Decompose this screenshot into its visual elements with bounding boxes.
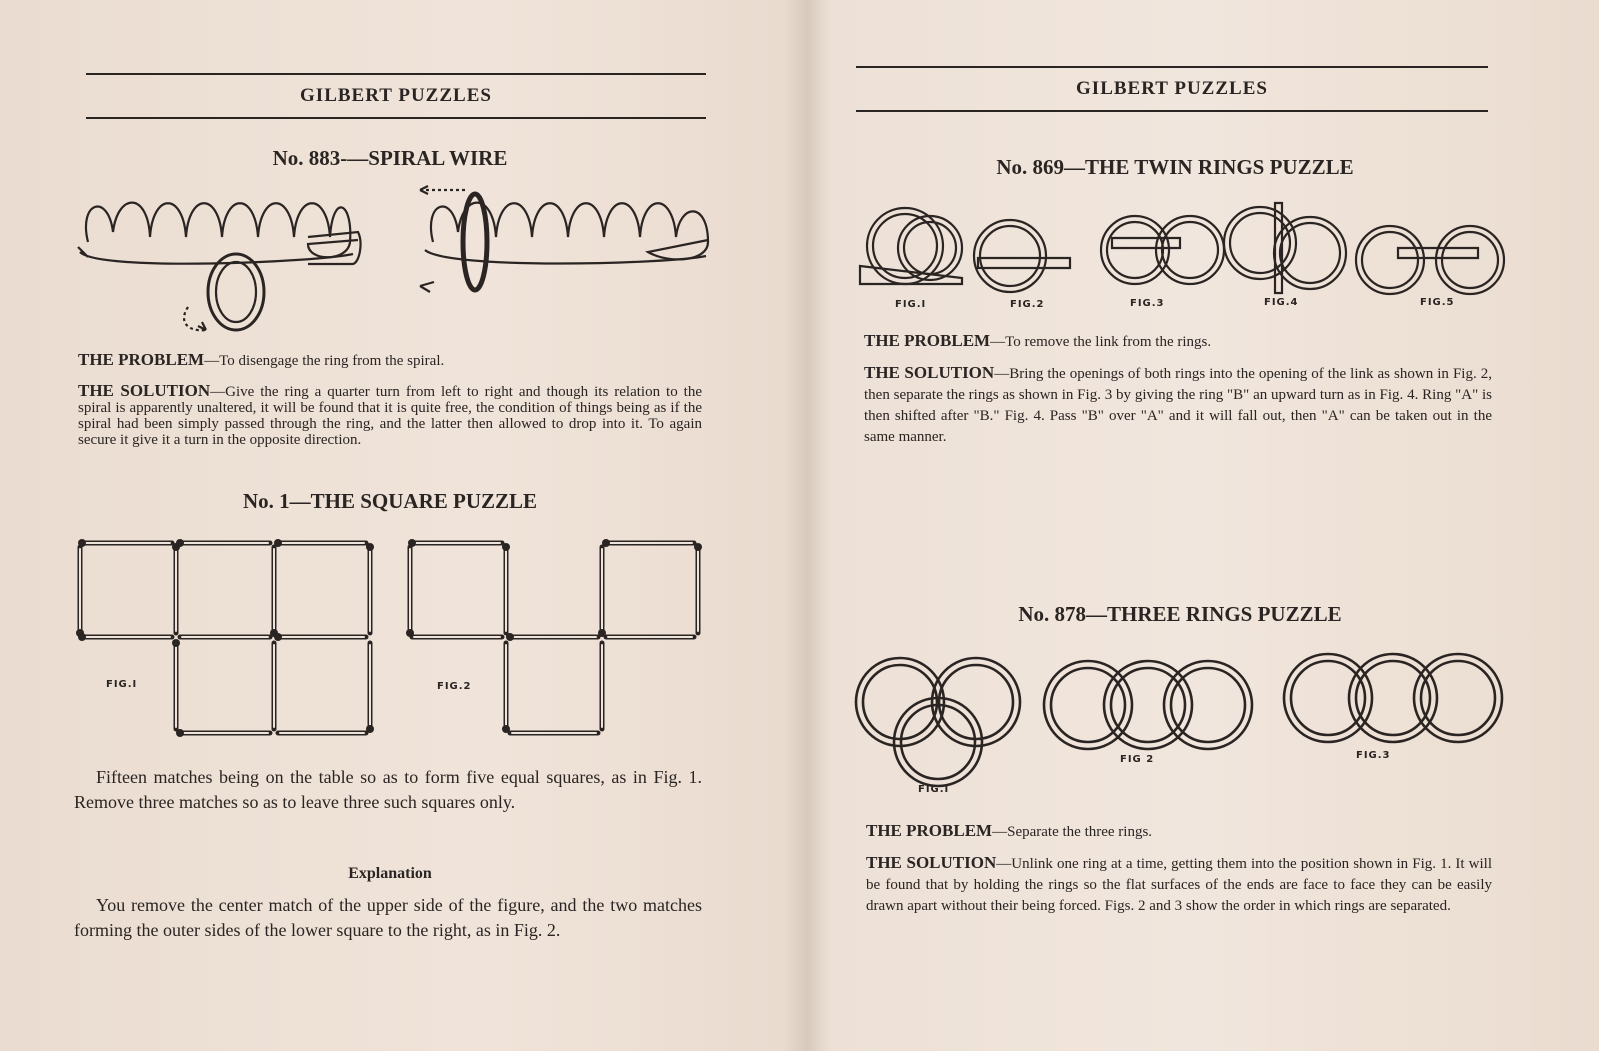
three-fig3-caption: FIG.3	[1356, 750, 1391, 761]
spiral-problem-text: —To disengage the ring from the spiral.	[204, 353, 445, 369]
three-problem-text: —Separate the three rings.	[992, 824, 1153, 840]
square-puzzle-title: No. 1—THE SQUARE PUZZLE	[242, 489, 538, 513]
twin-fig2-caption: FIG.2	[1010, 299, 1045, 310]
three-rings-title: No. 878—THREE RINGS PUZZLE	[1018, 602, 1342, 626]
three-problem	[866, 823, 1492, 840]
twin-solution-label: THE SOLUTION	[864, 363, 995, 382]
twin-rings-figure	[850, 198, 1510, 313]
twin-rings-title: No. 869—THE TWIN RINGS PUZZLE	[996, 155, 1354, 179]
spiral-problem	[78, 352, 702, 369]
spiral-solution-label: THE SOLUTION	[78, 381, 211, 400]
three-fig2-caption: FIG 2	[1120, 754, 1155, 765]
three-solution	[866, 852, 1492, 917]
spiral-wire-title: No. 883-—SPIRAL WIRE	[272, 146, 508, 170]
square-fig1-caption: FIG.I	[106, 679, 138, 690]
three-solution-label: THE SOLUTION	[866, 853, 997, 872]
spiral-coil-right	[431, 203, 708, 260]
three-fig1-caption: FIG.I	[918, 784, 950, 795]
square-fig2-caption: FIG.2	[437, 681, 472, 692]
spiral-solution-text: —Give the ring a quarter turn from left to right and though its relation to the spiral is apparently unaltered, it will be found that it is quite free, the condition of things being as if the spiral had been simply passed through the ring, and the latter then allowed to drop into it. To again secure it give it a turn in the opposite direction.	[78, 384, 702, 448]
spiral-coil-left	[86, 203, 358, 258]
three-solution-text: —Unlink one ring at a time, getting them into the position shown in Fig. 1. It will be found that by holding the rings so the flat surfaces of the ends are face to face they can be easily drawn apart without their being forced. Figs. 2 and 3 show the order in which rings are separated.	[866, 856, 1492, 914]
twin-problem	[864, 333, 1492, 350]
left-page-header	[86, 73, 706, 119]
spiral-problem-label: THE PROBLEM	[78, 350, 205, 369]
header-title: GILBERT PUZZLES	[300, 85, 492, 106]
twin-solution	[864, 362, 1492, 448]
twin-fig3-caption: FIG.3	[1130, 298, 1165, 309]
three-problem-label: THE PROBLEM	[866, 821, 993, 840]
right-page-header	[856, 66, 1488, 112]
header-title-right: GILBERT PUZZLES	[1076, 78, 1268, 99]
explanation-heading: Explanation	[348, 865, 432, 882]
twin-fig5-caption: FIG.5	[1420, 297, 1455, 308]
three-rings-figure	[848, 650, 1508, 805]
twin-fig4-caption: FIG.4	[1264, 297, 1299, 308]
explanation-text: You remove the center match of the upper side of the figure, and the two matches forming the outer sides of the lower square to the right, as in Fig. 2.	[74, 895, 702, 940]
spiral-wire-figure	[68, 182, 718, 342]
twin-problem-text: —To remove the link from the rings.	[990, 334, 1212, 350]
square-puzzle-body: Fifteen matches being on the table so as to form five equal squares, as in Fig. 1. Remove three matches so as to leave three such squares only.	[74, 767, 702, 812]
square-puzzle-figure	[70, 535, 720, 750]
twin-fig1-caption: FIG.I	[895, 299, 927, 310]
twin-problem-label: THE PROBLEM	[864, 331, 991, 350]
twin-solution-text: —Bring the openings of both rings into the opening of the link as shown in Fig. 2, then separate the rings as shown in Fig. 3 by giving the ring "B" an upward turn as in Fig. 4. Ring "A" is then shifted after "B." Fig. 4. Pass "B" over "A" and it will fall out, then "A" can be taken out in the same manner.	[864, 366, 1492, 445]
right-page	[800, 0, 1599, 1051]
spiral-solution	[78, 383, 702, 448]
